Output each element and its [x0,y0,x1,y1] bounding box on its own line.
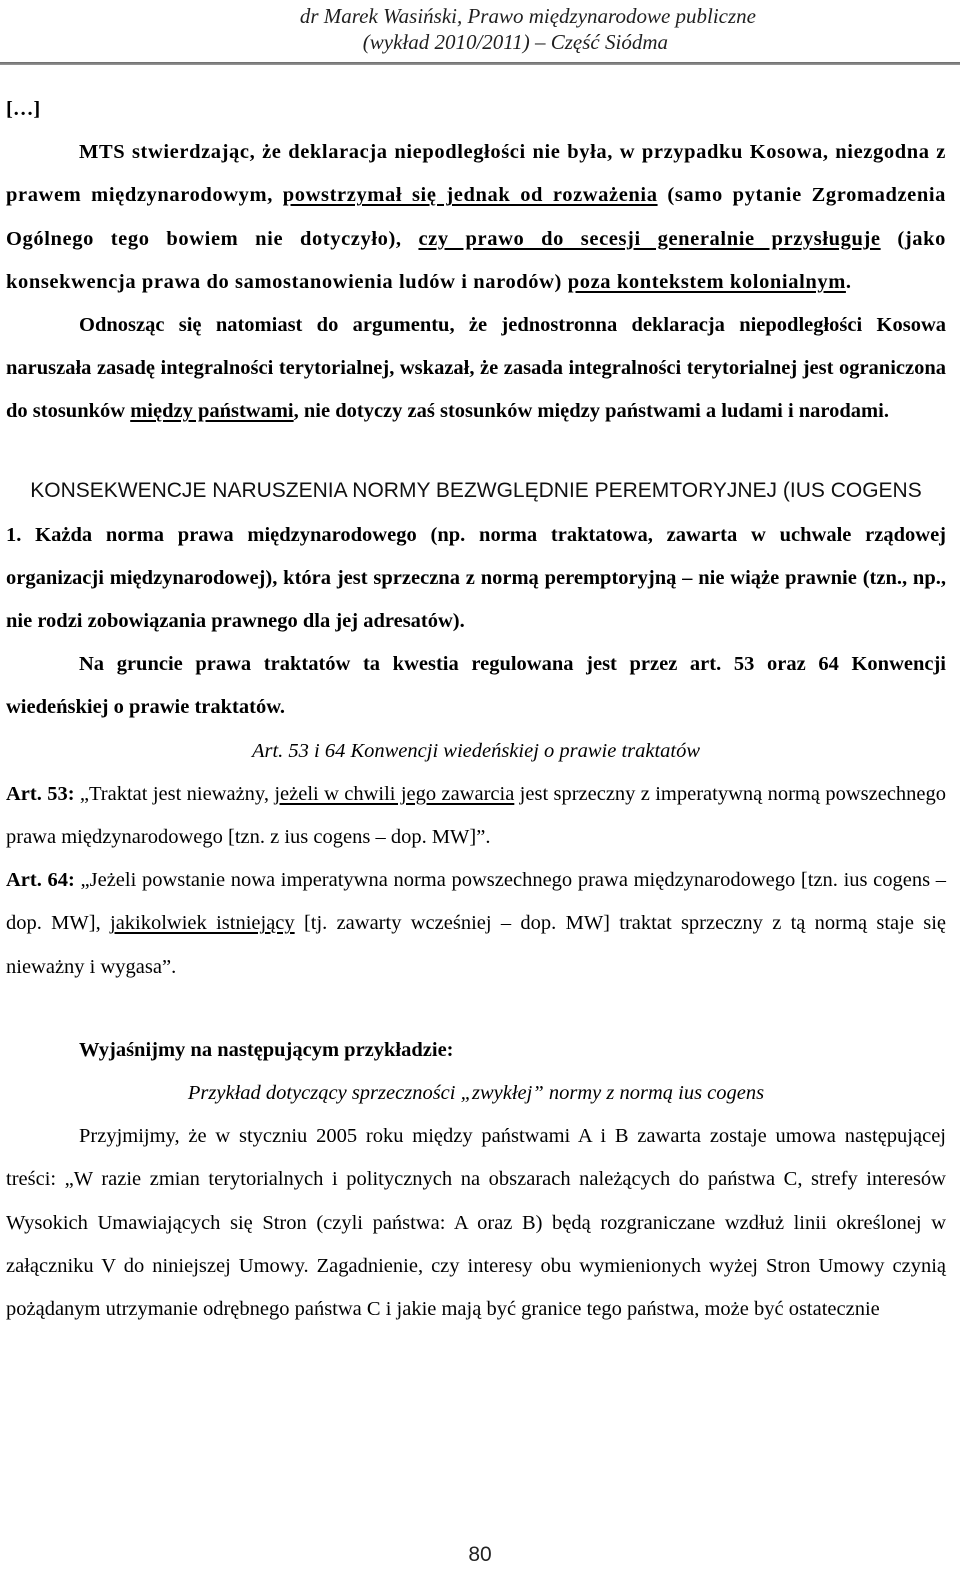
text-run: [tj. zawarty wcześniej – dop. MW] traktat sprzeczny z tą normą staje się nieważny i wygasa”. [6,912,946,978]
text-run: „Jeżeli powstanie nowa imperatywna norma powszechnego prawa międzynarodowego [tzn. ius cogens – dop. MW], [6,869,947,935]
article-label: Art. 53: [6,782,75,805]
example-title: Przykład dotyczący sprzeczności „zwykłej” normy z normą ius cogens [187,1082,765,1105]
article-label: Art. 64: [6,869,75,892]
header-title: dr Marek Wasiński, Prawo międzynarodowe publiczne [299,4,756,28]
text-run: (samo pytanie Zgromadzenia Ogólnego tego bowiem nie dotyczyło), [6,184,946,250]
underlined-phrase: jeżeli w chwili jego zawarcia [274,782,515,805]
example-heading: Wyjaśnijmy na następującym przykładzie: [79,1038,454,1061]
text-run: jest sprzeczny z imperatywną normą powszechnego prawa międzynarodowego [tzn. z ius cogens – dop. MW]”. [6,782,947,849]
text-run: (jako konsekwencja prawa do samostanowienia ludów i narodów) [6,227,946,293]
underlined-phrase: powstrzymał się jednak od rozważenia [282,184,658,207]
paragraph-territorial-integrity [6,304,946,434]
page-header [0,0,960,64]
text-run: „Traktat jest nieważny, [74,782,275,805]
paragraph-norm-rule: 1. Każda norma prawa międzynarodowego (np. norma traktatowa, zawarta w uchwale rządowej organizacji międzynarodowej), która jest sprzeczna z normą peremptoryjną – nie wiąże prawnie (tzn., np., nie rodzi zobowiązania prawnego dla jej adresatów). [6,523,946,633]
text-run: . [845,270,852,293]
articles-title: Art. 53 i 64 Konwencji wiedeńskiej o prawie traktatów [251,739,701,762]
paragraph-icj-secession [6,131,946,304]
underlined-phrase: między państwami [130,400,294,423]
section-heading: KONSEKWENCJE NARUSZENIA NORMY BEZWGLĘDNIE PEREMTORYJNEJ (IUS COGENS [30,478,922,502]
underlined-phrase: czy prawo do secesji generalnie przysługuje [418,227,881,250]
spacer [6,989,946,1029]
document-body [6,88,946,1331]
underlined-phrase: poza kontekstem kolonialnym [567,270,846,293]
page-number: 80 [468,1543,492,1566]
article-64 [6,859,946,989]
text-run: MTS stwierdzając, że deklaracja niepodległości nie była, w przypadku Kosowa, niezgodna z prawem międzynarodowym, [6,141,946,207]
paragraph-vienna-convention: Na gruncie prawa traktatów ta kwestia regulowana jest przez art. 53 oraz 64 Konwencji wiedeńskiej o prawie traktatów. [6,653,946,719]
text-run: Odnosząc się natomiast do argumentu, że jednostronna deklaracja niepodległości Kosowa naruszała zasadę integralności terytorialnej, wskazał, że zasada integralności terytorialnej jest ograniczona do stosunków [6,314,946,423]
ellipsis-marker: […] [6,98,41,120]
text-run: , nie dotyczy zaś stosunków między państwami a ludami i narodami. [293,400,889,423]
article-53 [6,773,946,859]
underlined-phrase: jakikolwiek istniejący [110,912,295,935]
spacer [6,434,946,468]
paragraph-example: Przyjmijmy, że w styczniu 2005 roku między państwami A i B zawarta zostaje umowa następującej treści: „W razie zmian terytorialnych i politycznych na obszarach należących do państwa C, strefy interesów Wysokich Umawiających się Stron (czyli państwa: A oraz B) będą rozgraniczane wzdłuż linii określonej w załączniku V do niniejszej Umowy. Zagadnienie, czy interesy obu wymienionych wyżej Stron Umowy czynią pożądanym utrzymanie odrębnego państwa C i jakie mają być granice tego państwa, może być ostatecznie [6,1125,946,1321]
header-subtitle: (wykład 2010/2011) – Część Siódma [362,30,668,54]
header-rule [0,62,960,65]
